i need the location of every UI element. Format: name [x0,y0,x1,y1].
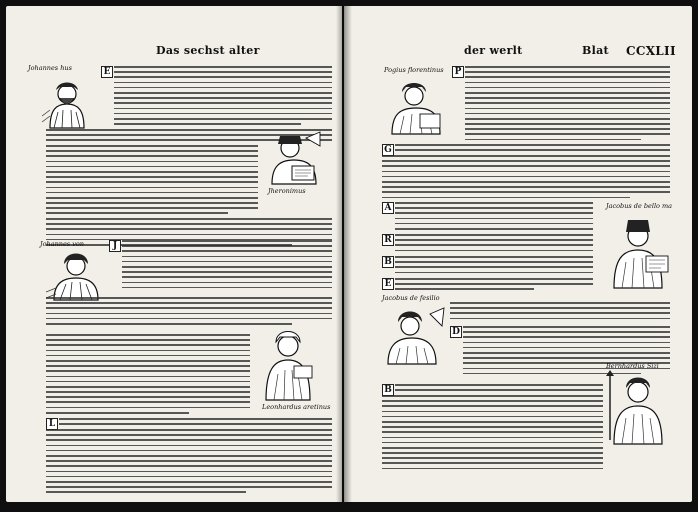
caption-johannes-von: Johannes von [40,240,84,248]
r-text-block-2 [395,144,670,154]
r-text-block-8 [450,302,670,323]
woodcut-portrait-bernhardus [606,370,672,446]
woodcut-portrait-jacobus-bello [606,212,672,290]
text-block-5 [122,240,332,292]
dropcap-b2: B [382,384,394,396]
caption-jacobus-bello: Jacobus de bello ma [606,202,673,210]
dropcap-d: D [450,326,462,338]
right-page [344,6,692,502]
dropcap-a: A [382,202,394,214]
caption-hieronymus: Jheronimus [268,187,306,195]
right-running-head-blat: Blat [582,44,609,57]
right-running-head-werlt: der werlt [464,44,523,57]
text-block-7 [46,334,250,417]
text-block-3 [46,145,258,218]
dropcap-l: L [46,418,58,430]
caption-bernhardus: Bernhardus Sizi [606,362,659,370]
r-text-block-6 [395,256,593,277]
woodcut-portrait-johannes [46,248,106,302]
r-text-block-5 [395,234,593,255]
left-page [6,6,342,502]
text-block-1 [114,66,332,128]
dropcap-r: R [382,234,394,246]
woodcut-portrait-hieronymus [262,128,326,186]
woodcut-portrait-poggius [384,76,448,136]
caption-johannes-hus: Johannes hus [28,64,72,72]
woodcut-portrait-leonhardus [256,324,320,402]
r-text-block-1 [465,66,670,144]
left-running-head: Das sechst alter [156,44,260,57]
r-text-block-7 [395,278,593,294]
caption-leonhardus: Leonhardus aretinus [262,403,331,411]
text-block-9 [46,429,332,496]
folio-number: CCXLII [626,44,676,58]
caption-poggius: Pogius florentinus [384,66,444,74]
r-text-block-10 [395,384,603,394]
woodcut-portrait-johannes-hus [36,76,98,130]
dropcap-e: E [101,66,113,78]
dropcap-e2: E [382,278,394,290]
dropcap-g: G [382,144,394,156]
dropcap-j: J [109,240,121,252]
r-text-block-11 [382,395,603,473]
r-text-block-4 [395,202,593,233]
caption-jacobus-fesilio: Jacobus de fesilio [382,294,440,302]
dropcap-p: P [452,66,464,78]
text-block-8 [59,418,332,428]
r-text-block-3 [382,155,670,202]
woodcut-portrait-jacobus-fesilio [382,306,446,366]
dropcap-b: B [382,256,394,268]
